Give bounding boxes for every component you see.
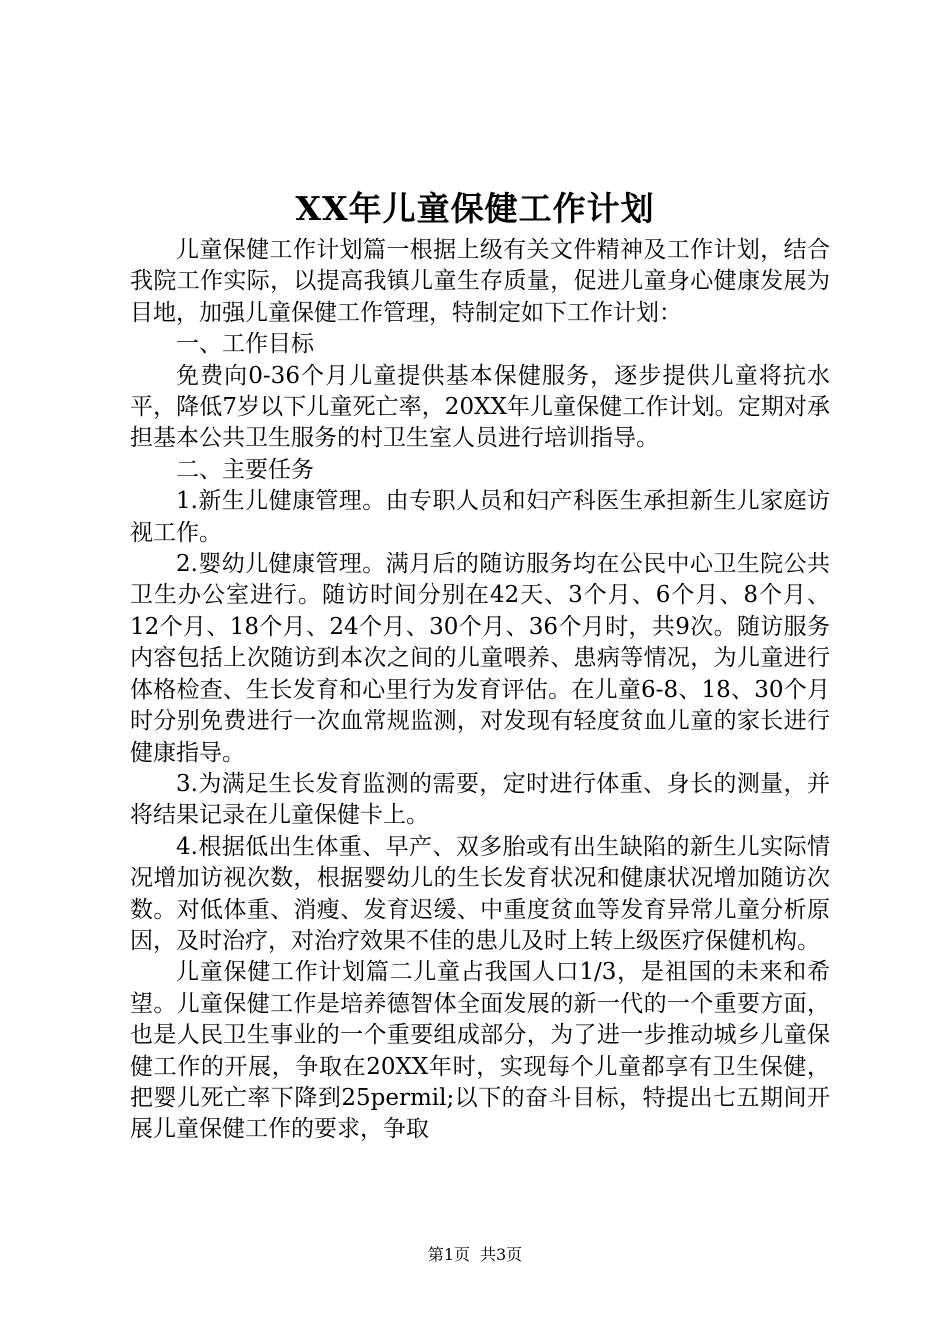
page-number: 第1页 <box>427 1245 470 1264</box>
document-body <box>130 235 830 1146</box>
paragraph-task-3: 3.为满足生长发育监测的需要，定时进行体重、身长的测量，并将结果记录在儿童保健卡上。 <box>130 770 830 829</box>
paragraph-goals: 免费向0-36个月儿童提供基本保健服务，逐步提供儿童将抗水平，降低7岁以下儿童死亡率，20XX年儿童保健工作计划。定期对承担基本公共卫生服务的村卫生室人员进行培训指导。 <box>130 362 830 452</box>
paragraph-plan-two: 儿童保健工作计划篇二儿童占我国人口1/3，是祖国的未来和希望。儿童保健工作是培养德智体全面发展的新一代的一个重要方面，也是人民卫生事业的一个重要组成部分，为了进一步推动城乡儿童保健工作的开展，争取在20XX年时，实现每个儿童都享有卫生保健，把婴儿死亡率下降到25permil;以下的奋斗目标，特提出七五期间开展儿童保健工作的要求，争取 <box>130 959 830 1143</box>
section-heading-tasks: 二、主要任务 <box>176 456 314 483</box>
paragraph-intro: 儿童保健工作计划篇一根据上级有关文件精神及工作计划，结合我院工作实际，以提高我镇儿童生存质量，促进儿童身心健康发展为目地，加强儿童保健工作管理，特制定如下工作计划： <box>130 237 830 326</box>
paragraph-task-1: 1.新生儿健康管理。由专职人员和妇产科医生承担新生儿家庭访视工作。 <box>130 488 830 546</box>
paragraph-task-4: 4.根据低出生体重、早产、双多胎或有出生缺陷的新生儿实际情况增加访视次数，根据婴幼儿的生长发育状况和健康状况增加随访次数。对低体重、消瘦、发育迟缓、中重度贫血等发育异常儿童分析原因，及时治疗，对治疗效果不佳的患儿及时上转上级医疗保健机构。 <box>130 833 830 954</box>
section-heading-goals: 一、工作目标 <box>176 331 314 358</box>
page-total: 共3页 <box>480 1245 523 1264</box>
paragraph-task-2: 2.婴幼儿健康管理。满月后的随访服务均在公民中心卫生院公共卫生办公室进行。随访时间分别在42天、3个月、6个月、8个月、12个月、18个月、24个月、30个月、36个月时，共9次。随访服务内容包括上次随访到本次之间的儿童喂养、患病等情况，为儿童进行体格检查、生长发育和心里行为发育评估。在儿童6-8、18、30个月时分别免费进行一次血常规监测，对发现有轻度贫血儿童的家长进行健康指导。 <box>130 551 830 766</box>
document-title: XX年儿童保健工作计划 <box>295 189 655 228</box>
page-footer <box>0 1244 950 1266</box>
